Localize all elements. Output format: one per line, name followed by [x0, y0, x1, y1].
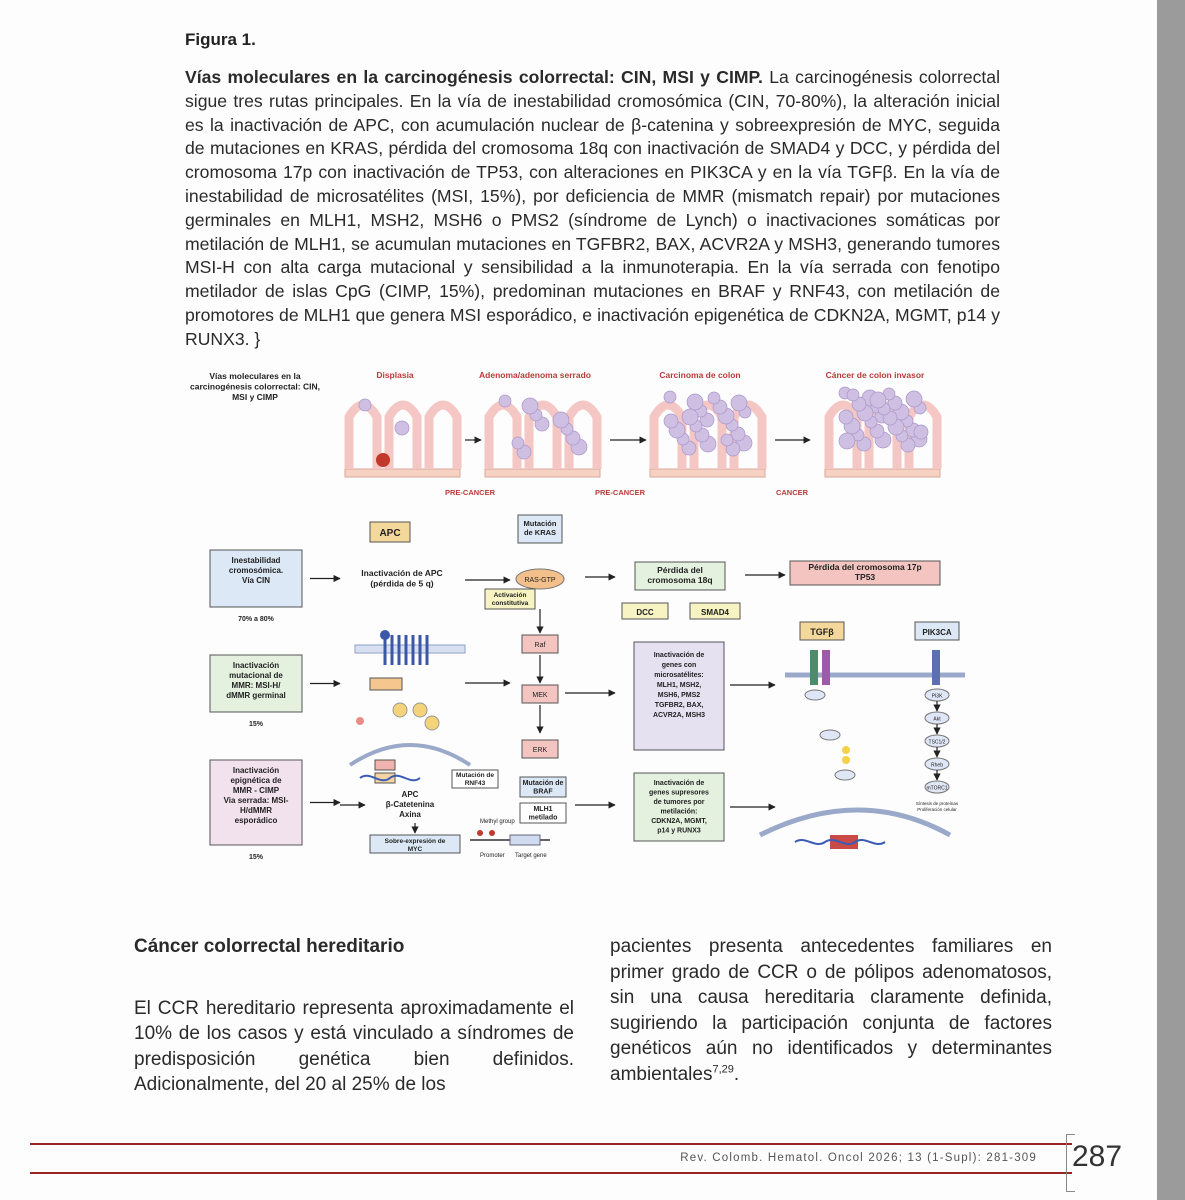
pi3k-end-label: Síntesis de proteínas Proliferación celular	[915, 801, 959, 812]
footer-rule-bottom	[30, 1172, 1072, 1174]
erk-label: ERK	[532, 747, 548, 754]
loss-18q-label: Pérdida del cromosoma 18q	[647, 565, 713, 585]
page-number: 287	[1072, 1140, 1123, 1173]
tumor-cell	[870, 392, 886, 408]
wnt-ligand-icon	[380, 630, 390, 640]
myc-label: Sobre-expresión de MYC	[384, 838, 446, 853]
apc-bcatenin-label: APC β-Catetenina Axina	[385, 790, 435, 819]
pathway-pct-1: 70% a 80%	[238, 616, 274, 623]
section-heading: Cáncer colorrectal hereditario	[134, 936, 405, 957]
left-paragraph: El CCR hereditario representa aproximadamente el 10% de los casos y está vinculado a síndromes de predisposición genética bien definidos. Adicionalmente, del 20 al 25% de los	[134, 997, 574, 1095]
pi3k-node-label-4: Rheb	[931, 762, 943, 769]
methyl-icon	[489, 830, 495, 836]
nucleus-membrane-icon	[760, 810, 950, 835]
dysplastic-cell	[376, 453, 390, 467]
raf-label: Raf	[534, 642, 546, 649]
tumor-cell	[847, 389, 859, 401]
target-gene-label: Target gene	[515, 853, 547, 859]
tissue-base	[345, 469, 460, 477]
target-gene-box	[510, 835, 540, 845]
pathway-label-3: Inactivación epignética de MMR - CIMP Via serrada: MSI-H/dMMR esporádico	[223, 766, 289, 825]
smad-icon	[820, 730, 840, 740]
tumor-cell	[708, 392, 720, 404]
tumor-cell	[721, 434, 733, 446]
tumor-cell	[839, 433, 855, 449]
tumor-cell	[664, 414, 678, 428]
promoter-label: Promoter	[480, 853, 505, 859]
pathway-label-1: Inestabilidad cromosómica. Vía CIN	[228, 556, 284, 585]
diagram-title: Vías moleculares en la carcinogénesis colorrectal: CIN, MSI y CIMP	[190, 371, 320, 402]
right-paragraph-text: pacientes presenta antecedentes familiares en primer grado de CCR o de pólipos adenomatosos, sin una causa hereditaria claramente definida, sugiriendo la participación conjunta de factores genéticos aún no identificados y determinantes ambientales	[610, 936, 1052, 1085]
beta-catenin-icon	[356, 717, 364, 725]
tumor-cell	[395, 421, 409, 435]
dishevelled-box	[370, 678, 402, 690]
stage-tag-1: PRE-CANCER	[444, 488, 496, 497]
pathway-label-2: Inactivación mutacional de MMR: MSI-H/ dMMR germinal	[226, 661, 286, 700]
tcf-lef-box	[375, 773, 395, 783]
stage-label-1: Displasia	[376, 370, 414, 380]
stage-tag-2: PRE-CANCER	[594, 488, 646, 497]
tumor-cell	[359, 399, 371, 411]
tgfb-receptor-icon	[810, 650, 818, 685]
pik3ca-receptor-icon	[932, 650, 940, 685]
nuclear-membrane-icon	[350, 745, 470, 765]
beta-catenin-nuclear-box	[375, 760, 395, 770]
tumor-cell	[914, 425, 928, 439]
gsk-icon	[393, 703, 407, 717]
colon-tissue-stage-3	[650, 391, 765, 477]
tumor-cell	[499, 395, 511, 407]
tumor-cell	[512, 437, 524, 449]
pi3k-node-label-3: TSC1/2	[928, 739, 946, 746]
left-column	[134, 934, 574, 1098]
braf-label: Mutación de BRAF	[522, 780, 564, 796]
tissue-base	[650, 469, 765, 477]
tissue-base	[485, 469, 600, 477]
stage-label-4: Cáncer de colon invasor	[825, 370, 925, 380]
rnf43-label: Mutación de RNF43	[456, 772, 494, 787]
crypt	[389, 405, 417, 469]
membrane-icon	[355, 645, 465, 653]
mlh1-label: MLH1 metilado	[528, 806, 558, 822]
footer-citation: Rev. Colomb. Hematol. Oncol 2026; 13 (1-Supl): 281-309	[680, 1152, 1037, 1164]
pathway-figure	[170, 365, 970, 865]
tumor-cell	[682, 409, 698, 425]
apc-label: APC	[379, 528, 401, 539]
mek-label: MEK	[532, 692, 548, 699]
crypt	[349, 405, 377, 469]
phosphate-icon	[842, 746, 850, 754]
colon-tissue-stage-1	[345, 399, 460, 477]
tumor-cell	[522, 398, 538, 414]
pi3k-node-label-5: mTORC1	[926, 785, 948, 792]
tsg-label: Inactivación de genes supresores de tumores por metilación: CDKN2A, MGMT, p14 y RUNX3	[649, 780, 709, 835]
tumor-cell	[687, 394, 703, 410]
msi-genes-label: Inactivación de genes con microsatélites: MLH1, MSH2, MSH6, PMS2 TGFBR2, BAX, ACVR2A, MSH3	[652, 652, 706, 719]
activation-label: Activación constitutiva	[491, 592, 529, 607]
loss-17p-label: Pérdida del cromosoma 17p TP53	[808, 562, 922, 582]
tumor-cell	[731, 395, 747, 411]
citation-superscript: 7,29	[712, 1063, 734, 1076]
pi3k-node-label-1: PI3K	[931, 693, 943, 700]
stage-label-2: Adenoma/adenoma serrado	[479, 370, 591, 380]
pi3k-node-label-2: Akt	[933, 716, 941, 723]
pik3ca-label: PIK3CA	[922, 628, 952, 637]
crypt	[429, 405, 457, 469]
methyl-group-label: Methyl group	[480, 819, 515, 825]
caption-text: La carcinogénesis colorrectal sigue tres rutas principales. En la vía de inestabilidad cromosómica (CIN, 70-80%), la alteración inicial es la inactivación de APC, con acumulación nuclear de β-catenina y sobreexpresión de MYC, seguida de mutaciones en KRAS, pérdida del cromosoma 18q con inactivación de SMAD4 y DCC, y pérdida del cromosoma 17p con inactivación de TP53, con alteraciones en PIK3CA y en la vía TGFβ. En la vía de inestabilidad de microsatélites (MSI, 15%), por deficiencia de MMR (mismatch repair) por mutaciones germinales en MLH1, MSH2, MSH6 o PMS2 (síndrome de Lynch) o inactivaciones somáticas por metilación de MLH1, se acumulan mutaciones en TGFBR2, BAX, ACVR2A y MSH3, generando tumores MSI-H con alta carga mutacional y sensibilidad a la inmunoterapia. En la vía serrada con fenotipo metilador de islas CpG (CIMP, 15%), predominan mutaciones en BRAF y RNF43, con metilación de promotores de MLH1 que genera MSI esporádico, e inactivación epigenética de CDKN2A, MGMT, p14 y RUNX3. }	[185, 67, 1001, 349]
tumor-cell	[839, 410, 853, 424]
figure-artwork	[210, 387, 965, 853]
stage-tag-3: CANCER	[775, 488, 809, 497]
tgfb-label: TGFβ	[810, 627, 834, 637]
stage-label-3: Carcinoma de colon	[659, 370, 741, 380]
crypt	[489, 405, 517, 469]
colon-tissue-stage-4	[825, 387, 940, 477]
kras-mutation-label: Mutación de KRAS	[523, 519, 557, 537]
right-paragraph	[610, 934, 1052, 1087]
tumor-cell	[553, 412, 569, 428]
colon-tissue-stage-2	[485, 395, 600, 477]
methyl-icon	[477, 830, 483, 836]
right-paragraph-end: .	[733, 1063, 740, 1085]
phosphate-icon	[842, 756, 850, 764]
tumor-cell	[664, 391, 676, 403]
smad-icon	[835, 770, 855, 780]
figure-caption	[185, 66, 1000, 352]
smad4-label: SMAD4	[700, 608, 730, 617]
smad-icon	[805, 690, 825, 700]
dcc-label: DCC	[636, 608, 654, 617]
tgfb-receptor-icon	[822, 650, 830, 685]
tissue-base	[825, 469, 940, 477]
tumor-cell	[906, 391, 922, 407]
apc-inactivation-label: Inactivación de APC (pérdida de 5 q)	[361, 568, 443, 589]
pathway-pct-2: 15%	[248, 721, 264, 728]
pathway-pct-3: 15%	[248, 854, 264, 861]
apc-icon	[425, 716, 439, 730]
right-column	[610, 934, 1052, 1087]
ck1-icon	[413, 703, 427, 717]
footer-rule-top	[30, 1143, 1072, 1145]
ras-gtp-label: RAS-GTP	[524, 577, 556, 584]
figure-label: Figura 1.	[185, 30, 256, 49]
caption-title: Vías moleculares en la carcinogénesis colorrectal: CIN, MSI y CIMP.	[185, 67, 763, 87]
